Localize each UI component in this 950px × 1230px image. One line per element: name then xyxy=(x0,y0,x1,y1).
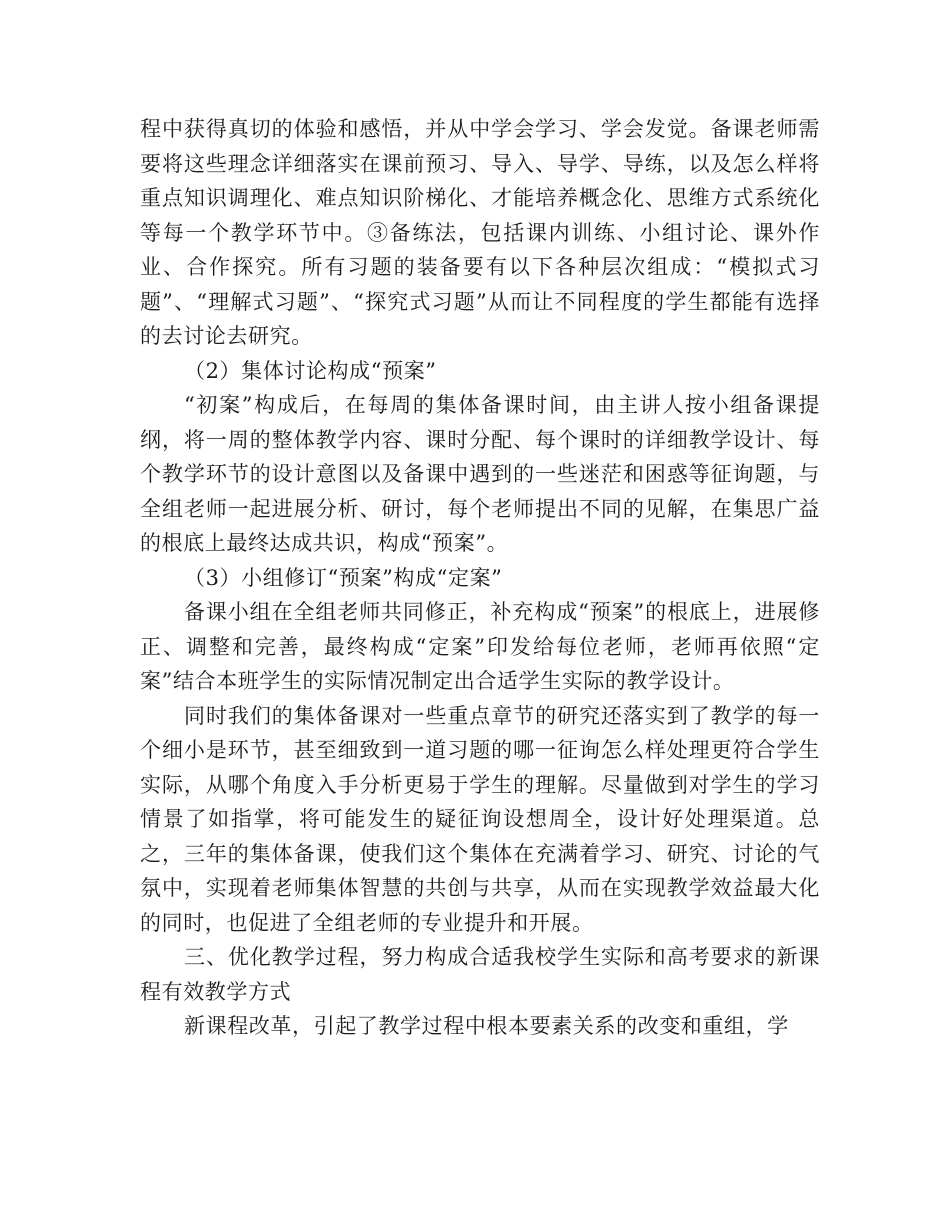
document-page xyxy=(140,112,820,1044)
paragraph-1: 程中获得真切的体验和感悟，并从中学会学习、学会发觉。备课老师需要将这些理念详细落实在课前预习、导入、导学、导练，以及怎么样将重点知识调理化、难点知识阶梯化、才能培养概念化、思维方式系统化等每一个教学环节中。③备练法，包括课内训练、小组讨论、课外作业、合作探究。所有习题的装备要有以下各种层次组成：“模拟式习题”、“理解式习题”、“探究式习题”从而让不同程度的学生都能有选择的去讨论去研究。 xyxy=(140,117,820,348)
section-heading-7: 三、优化教学过程，努力构成合适我校学生实际和高考要求的新课程有效教学方式 xyxy=(140,945,820,1004)
paragraph-6: 同时我们的集体备课对一些重点章节的研究还落实到了教学的每一个细小是环节，甚至细致到一道习题的哪一征询怎么样处理更符合学生实际，从哪个角度入手分析更易于学生的理解。尽量做到对学生的学习情景了如指掌，将可能发生的疑征询设想周全，设计好处理渠道。总之，三年的集体备课，使我们这个集体在充满着学习、研究、讨论的气氛中，实现着老师集体智慧的共创与共享，从而在实现教学效益最大化的同时，也促进了全组老师的专业提升和开展。 xyxy=(140,703,820,935)
subheading-4: （3）小组修订“预案”构成“定案” xyxy=(184,565,503,590)
paragraph-8: 新课程改革，引起了教学过程中根本要素关系的改变和重组，学 xyxy=(184,1014,789,1038)
subheading-2: （2）集体讨论构成“预案” xyxy=(184,358,437,383)
paragraph-5: 备课小组在全组老师共同修正，补充构成“预案”的根底上，进展修正、调整和完善，最终构成“定案”印发给每位老师，老师再依照“定案”结合本班学生的实际情况制定出合适学生实际的教学设计。 xyxy=(140,600,820,693)
paragraph-3: “初案”构成后，在每周的集体备课时间，由主讲人按小组备课提纲，将一周的整体教学内容、课时分配、每个课时的详细教学设计、每个教学环节的设计意图以及备课中遇到的一些迷茫和困惑等征询题，与全组老师一起进展分析、研讨，每个老师提出不同的见解，在集思广益的根底上最终达成共识，构成“预案”。 xyxy=(140,393,820,555)
